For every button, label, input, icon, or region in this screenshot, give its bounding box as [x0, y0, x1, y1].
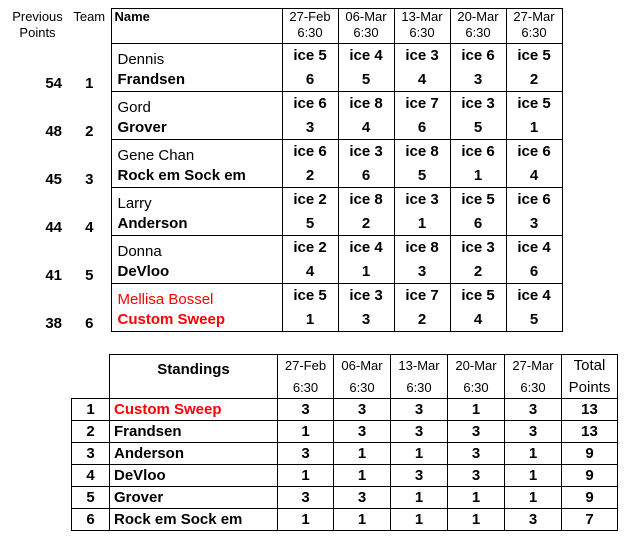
team-number: 6 [85, 314, 94, 332]
ice-assignment: ice 3 [394, 188, 450, 212]
team-row-top [7, 44, 562, 68]
standings-score: 3 [334, 487, 391, 509]
team-header: Team [73, 8, 106, 24]
standings-score: 3 [505, 421, 562, 443]
team-row-top [7, 92, 562, 116]
team-row-top [7, 188, 562, 212]
standings-score: 1 [448, 399, 505, 421]
standings-rank: 6 [72, 509, 110, 531]
ice-assignment: ice 5 [450, 188, 506, 212]
standings-score: 3 [391, 399, 448, 421]
standings-score: 3 [391, 421, 448, 443]
ice-assignment: ice 6 [506, 140, 562, 164]
previous-points: 48 [45, 122, 62, 140]
team-number: 4 [85, 218, 94, 236]
ice-assignment: ice 6 [282, 140, 338, 164]
standings-row [72, 421, 618, 443]
standings-time: 6:30 [278, 377, 334, 399]
standings-date: 06-Mar [334, 355, 391, 377]
standings-score: 3 [391, 465, 448, 487]
sheet-number: 1 [394, 212, 450, 236]
ice-assignment: ice 3 [338, 284, 394, 308]
ice-assignment: ice 6 [450, 140, 506, 164]
ice-assignment: ice 8 [394, 140, 450, 164]
player-first-name: Larry [111, 188, 282, 212]
standings-time: 6:30 [505, 377, 562, 399]
standings-date: 27-Feb [278, 355, 334, 377]
team-number: 1 [85, 74, 94, 92]
date-header: 13-Mar 6:30 [394, 9, 450, 44]
ice-assignment: ice 3 [450, 236, 506, 260]
schedule-header-row [7, 9, 562, 44]
sheet-number: 5 [506, 308, 562, 332]
sheet-number: 6 [506, 260, 562, 284]
standings-header-row [72, 355, 618, 377]
standings-score: 1 [505, 465, 562, 487]
standings-total: 9 [562, 465, 618, 487]
standings-score: 1 [448, 509, 505, 531]
sheet-number: 3 [506, 212, 562, 236]
sheet-number: 4 [282, 260, 338, 284]
standings-score: 1 [334, 443, 391, 465]
team-name: Anderson [111, 212, 282, 236]
sheet-number: 2 [506, 68, 562, 92]
schedule-table [7, 8, 563, 332]
standings-team-name: Frandsen [110, 421, 278, 443]
standings-score: 3 [505, 509, 562, 531]
standings-score: 3 [278, 487, 334, 509]
player-first-name: Donna [111, 236, 282, 260]
ice-assignment: ice 7 [394, 92, 450, 116]
standings-score: 1 [278, 421, 334, 443]
ice-assignment: ice 5 [282, 284, 338, 308]
sheet-number: 4 [450, 308, 506, 332]
standings-team-name: Rock em Sock em [110, 509, 278, 531]
player-first-name: Dennis [111, 44, 282, 68]
standings-title: Standings [110, 355, 278, 399]
date-header: 06-Mar 6:30 [338, 9, 394, 44]
standings-score: 1 [334, 509, 391, 531]
team-number: 3 [85, 170, 94, 188]
standings-score: 1 [391, 509, 448, 531]
standings-row [72, 399, 618, 421]
standings-date: 13-Mar [391, 355, 448, 377]
ice-assignment: ice 8 [338, 92, 394, 116]
ice-assignment: ice 4 [506, 284, 562, 308]
ice-assignment: ice 5 [506, 92, 562, 116]
ice-assignment: ice 3 [338, 140, 394, 164]
sheet-number: 1 [450, 164, 506, 188]
sheet-number: 5 [394, 164, 450, 188]
standings-table [71, 354, 618, 531]
standings-team-name: Anderson [110, 443, 278, 465]
standings-total: 7 [562, 509, 618, 531]
name-header: Name [111, 9, 282, 44]
standings-body [72, 399, 618, 531]
date-header: 20-Mar 6:30 [450, 9, 506, 44]
sheet-number: 2 [394, 308, 450, 332]
schedule-body [7, 44, 562, 332]
standings-rank: 3 [72, 443, 110, 465]
standings-score: 3 [448, 465, 505, 487]
team-name: Frandsen [111, 68, 282, 92]
team-row-top [7, 140, 562, 164]
sheet-number: 3 [338, 308, 394, 332]
sheet-number: 1 [282, 308, 338, 332]
ice-assignment: ice 4 [506, 236, 562, 260]
standings-score: 1 [448, 487, 505, 509]
standings-rank: 5 [72, 487, 110, 509]
previous-points: 45 [45, 170, 62, 188]
ice-assignment: ice 7 [394, 284, 450, 308]
player-first-name: Gord [111, 92, 282, 116]
sheet-number: 3 [450, 68, 506, 92]
sheet-number: 3 [394, 260, 450, 284]
previous-points: 54 [45, 74, 62, 92]
standings-total: 13 [562, 421, 618, 443]
ice-assignment: ice 3 [394, 44, 450, 68]
previous-points: 44 [45, 218, 62, 236]
standings-score: 1 [278, 509, 334, 531]
player-first-name: Mellisa Bossel [111, 284, 282, 308]
standings-total: 9 [562, 487, 618, 509]
standings-team-name: Grover [110, 487, 278, 509]
sheet-number: 5 [338, 68, 394, 92]
sheet-number: 2 [450, 260, 506, 284]
ice-assignment: ice 6 [506, 188, 562, 212]
previous-points: 38 [45, 314, 62, 332]
standings-score: 3 [334, 399, 391, 421]
sheet-number: 1 [338, 260, 394, 284]
sheet-number: 5 [450, 116, 506, 140]
ice-assignment: ice 8 [338, 188, 394, 212]
sheet-number: 6 [282, 68, 338, 92]
sheet-number: 4 [338, 116, 394, 140]
sheet-number: 4 [506, 164, 562, 188]
ice-assignment: ice 5 [282, 44, 338, 68]
standings-date: 27-Mar [505, 355, 562, 377]
standings-score: 3 [448, 421, 505, 443]
standings-score: 3 [448, 443, 505, 465]
ice-assignment: ice 4 [338, 236, 394, 260]
standings-score: 3 [278, 443, 334, 465]
ice-assignment: ice 4 [338, 44, 394, 68]
sheet-number: 6 [338, 164, 394, 188]
standings-score: 1 [391, 443, 448, 465]
player-first-name: Gene Chan [111, 140, 282, 164]
standings-rank: 1 [72, 399, 110, 421]
standings-score: 1 [391, 487, 448, 509]
sheet-number: 5 [282, 212, 338, 236]
standings-rank: 4 [72, 465, 110, 487]
previous-points-header: Previous Points [12, 8, 63, 40]
standings-time: 6:30 [391, 377, 448, 399]
standings-row [72, 509, 618, 531]
ice-assignment: ice 5 [450, 284, 506, 308]
standings-score: 1 [278, 465, 334, 487]
standings-score: 3 [505, 399, 562, 421]
total-header: Total [562, 355, 618, 377]
ice-assignment: ice 2 [282, 188, 338, 212]
standings-score: 1 [334, 465, 391, 487]
standings-score: 1 [505, 487, 562, 509]
standings-team-name: DeVloo [110, 465, 278, 487]
team-row-top [7, 236, 562, 260]
standings-row [72, 443, 618, 465]
sheet-number: 6 [394, 116, 450, 140]
standings-total: 9 [562, 443, 618, 465]
standings-score: 3 [334, 421, 391, 443]
standings-row [72, 487, 618, 509]
standings-score: 3 [278, 399, 334, 421]
standings-team-name: Custom Sweep [110, 399, 278, 421]
team-name: Rock em Sock em [111, 164, 282, 188]
sheet-number: 2 [282, 164, 338, 188]
team-row-top [7, 284, 562, 308]
team-number: 5 [85, 266, 94, 284]
standings-rank: 2 [72, 421, 110, 443]
standings-total: 13 [562, 399, 618, 421]
team-name: Grover [111, 116, 282, 140]
date-header: 27-Mar 6:30 [506, 9, 562, 44]
sheet-number: 6 [450, 212, 506, 236]
sheet-number: 4 [394, 68, 450, 92]
previous-points: 41 [45, 266, 62, 284]
team-name: Custom Sweep [111, 308, 282, 332]
sheet-number: 1 [506, 116, 562, 140]
sheet-number: 3 [282, 116, 338, 140]
ice-assignment: ice 5 [506, 44, 562, 68]
ice-assignment: ice 3 [450, 92, 506, 116]
ice-assignment: ice 6 [282, 92, 338, 116]
standings-time: 6:30 [334, 377, 391, 399]
standings-row [72, 465, 618, 487]
standings-time: 6:30 [448, 377, 505, 399]
standings-score: 1 [505, 443, 562, 465]
ice-assignment: ice 8 [394, 236, 450, 260]
ice-assignment: ice 6 [450, 44, 506, 68]
standings-date: 20-Mar [448, 355, 505, 377]
ice-assignment: ice 2 [282, 236, 338, 260]
total-header: Points [562, 377, 618, 399]
team-name: DeVloo [111, 260, 282, 284]
team-number: 2 [85, 122, 94, 140]
sheet-number: 2 [338, 212, 394, 236]
date-header: 27-Feb 6:30 [282, 9, 338, 44]
